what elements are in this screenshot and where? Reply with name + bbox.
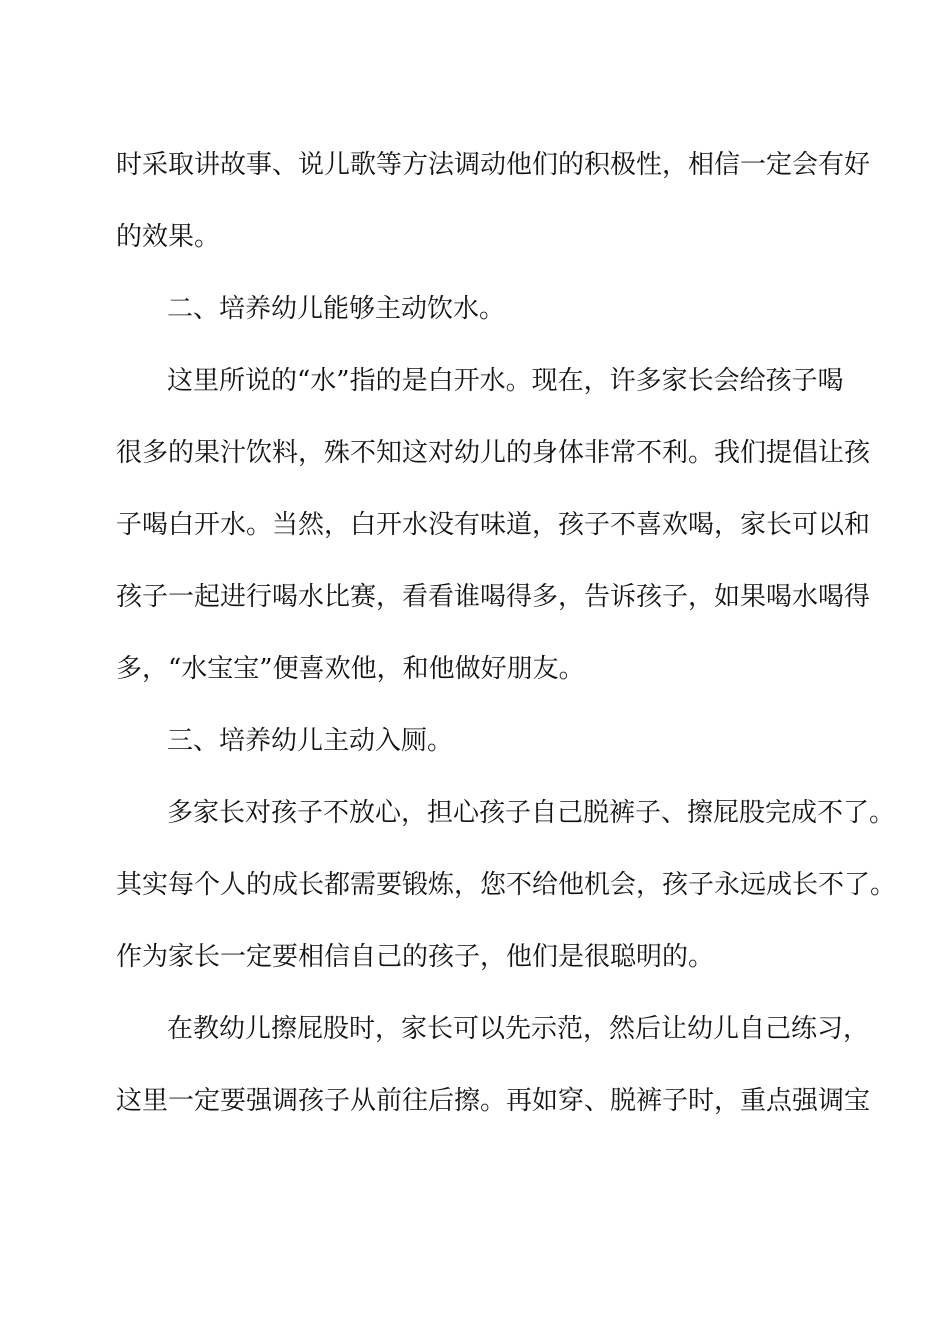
paragraph-line: 多家长对孩子不放心，担心孩子自己脱裤子、擦屁股完成不了。 bbox=[167, 798, 896, 828]
paragraph-line: 在教幼儿擦屁股时，家长可以先示范，然后让幼儿自己练习， bbox=[167, 1014, 870, 1044]
paragraph-line: 的效果。 bbox=[116, 222, 221, 252]
section-heading-2: 二、培养幼儿能够主动饮水。 bbox=[167, 294, 506, 324]
paragraph-line: 子喝白开水。当然，白开水没有味道，孩子不喜欢喝，家长可以和 bbox=[116, 510, 871, 540]
paragraph-line: 其实每个人的成长都需要锻炼，您不给他机会，孩子永远成长不了。 bbox=[116, 870, 897, 900]
paragraph-line: 时采取讲故事、说儿歌等方法调动他们的积极性，相信一定会有好 bbox=[116, 150, 871, 180]
paragraph-line: 作为家长一定要相信自己的孩子，他们是很聪明的。 bbox=[116, 942, 715, 972]
paragraph-line: 这里一定要强调孩子从前往后擦。再如穿、脱裤子时，重点强调宝 bbox=[116, 1086, 871, 1116]
paragraph-line: 很多的果汁饮料，殊不知这对幼儿的身体非常不利。我们提倡让孩 bbox=[116, 438, 871, 468]
paragraph-line: 这里所说的“水”指的是白开水。现在，许多家长会给孩子喝 bbox=[167, 366, 844, 396]
section-heading-3: 三、培养幼儿主动入厕。 bbox=[167, 726, 454, 756]
paragraph-line: 孩子一起进行喝水比赛，看看谁喝得多，告诉孩子，如果喝水喝得 bbox=[116, 582, 871, 612]
paragraph-line: 多，“水宝宝”便喜欢他，和他做好朋友。 bbox=[116, 654, 585, 684]
